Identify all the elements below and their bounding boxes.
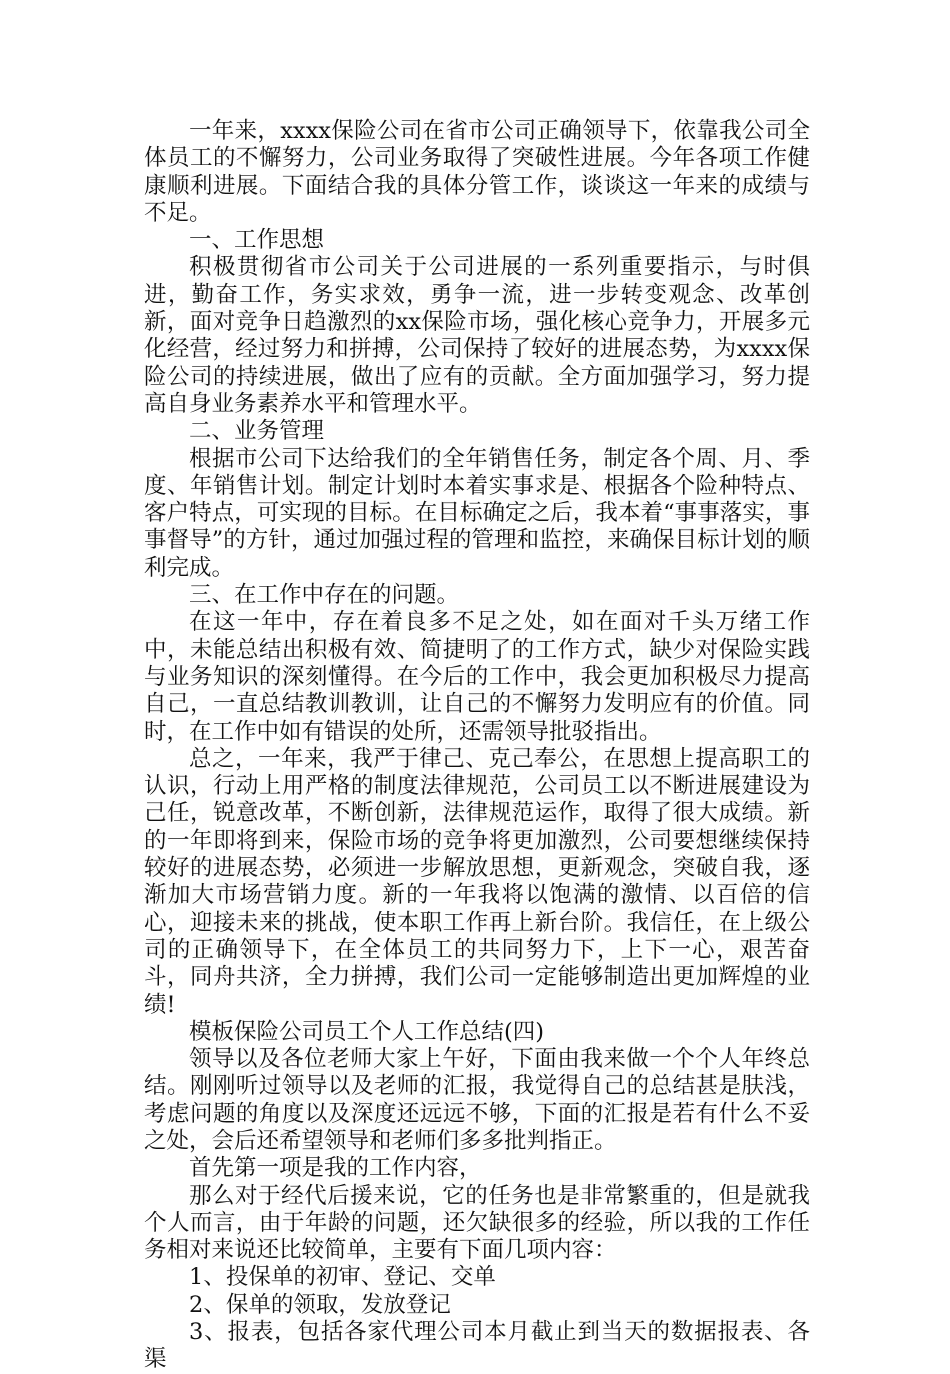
list-item: 1、投保单的初审、登记、交单	[189, 1264, 496, 1291]
conclusion-paragraph: 总之，一年来，我严于律己、克己奉公，在思想上提高职工的认识，行动上用严格的制度法律规范，公司员工以不断进展建设为己任，锐意改革，不断创新，法律规范运作，取得了很大成绩。新的一年即将到来，保险市场的竞争将更加激烈，公司要想继续保持较好的进展态势，必须进一步解放思想，更新观念，突破自我，逐渐加大市场营销力度。新的一年我将以饱满的激情、以百倍的信心，迎接未来的挑战，使本职工作再上新台阶。我信任，在上级公司的正确领导下，在全体员工的共同努力下，上下一心，艰苦奋斗，同舟共济，全力拼搏，我们公司一定能够制造出更加辉煌的业绩!	[144, 745, 810, 1018]
section-heading-business-management: 二、业务管理	[189, 418, 325, 445]
list-item: 2、保单的领取，发放登记	[189, 1291, 451, 1318]
document-title-part-four: 模板保险公司员工个人工作总结(四)	[189, 1018, 545, 1045]
document-page	[144, 118, 810, 1374]
work-content-intro: 首先第一项是我的工作内容，	[189, 1155, 482, 1182]
business-management-paragraph: 根据市公司下达给我们的全年销售任务，制定各个周、月、季度、年销售计划。制定计划时本着实事求是、根据各个险种特点、客户特点，可实现的目标。在目标确定之后，我本着“事事落实，事事督导”的方针，通过加强过程的管理和监控，来确保目标计划的顺利完成。	[144, 445, 810, 581]
section-heading-problems: 三、在工作中存在的问题。	[189, 582, 460, 609]
problems-paragraph: 在这一年中，存在着良多不足之处，如在面对千头万绪工作中，未能总结出积极有效、简捷明了的工作方式，缺少对保险实践与业务知识的深刻懂得。在今后的工作中，我会更加积极尽力提高自己，一直总结教训教训，让自己的不懈努力发明应有的价值。同时，在工作中如有错误的处所，还需领导批驳指出。	[144, 609, 810, 745]
work-content-paragraph: 那么对于经代后援来说，它的任务也是非常繁重的，但是就我个人而言，由于年龄的问题，还欠缺很多的经验，所以我的工作任务相对来说还比较简单，主要有下面几项内容：	[144, 1182, 810, 1264]
greeting-paragraph: 领导以及各位老师大家上午好，下面由我来做一个个人年终总结。刚刚听过领导以及老师的汇报，我觉得自己的总结甚是肤浅，考虑问题的角度以及深度还远远不够，下面的汇报是若有什么不妥之处，会后还希望领导和老师们多多批判指正。	[144, 1046, 810, 1154]
intro-paragraph: 一年来，xxxx保险公司在省市公司正确领导下，依靠我公司全体员工的不懈努力，公司业务取得了突破性进展。今年各项工作健康顺利进展。下面结合我的具体分管工作，谈谈这一年来的成绩与不足。	[144, 118, 810, 226]
section-heading-work-thought: 一、工作思想	[189, 227, 325, 254]
work-thought-paragraph: 积极贯彻省市公司关于公司进展的一系列重要指示，与时俱进，勤奋工作，务实求效，勇争一流，进一步转变观念、改革创新，面对竞争日趋激烈的xx保险市场，强化核心竞争力，开展多元化经营，经过努力和拼搏，公司保持了较好的进展态势，为xxxx保险公司的持续进展，做出了应有的贡献。全方面加强学习，努力提高自身业务素养水平和管理水平。	[144, 254, 810, 417]
list-item: 3、报表，包括各家代理公司本月截止到当天的数据报表、各渠	[144, 1319, 810, 1373]
